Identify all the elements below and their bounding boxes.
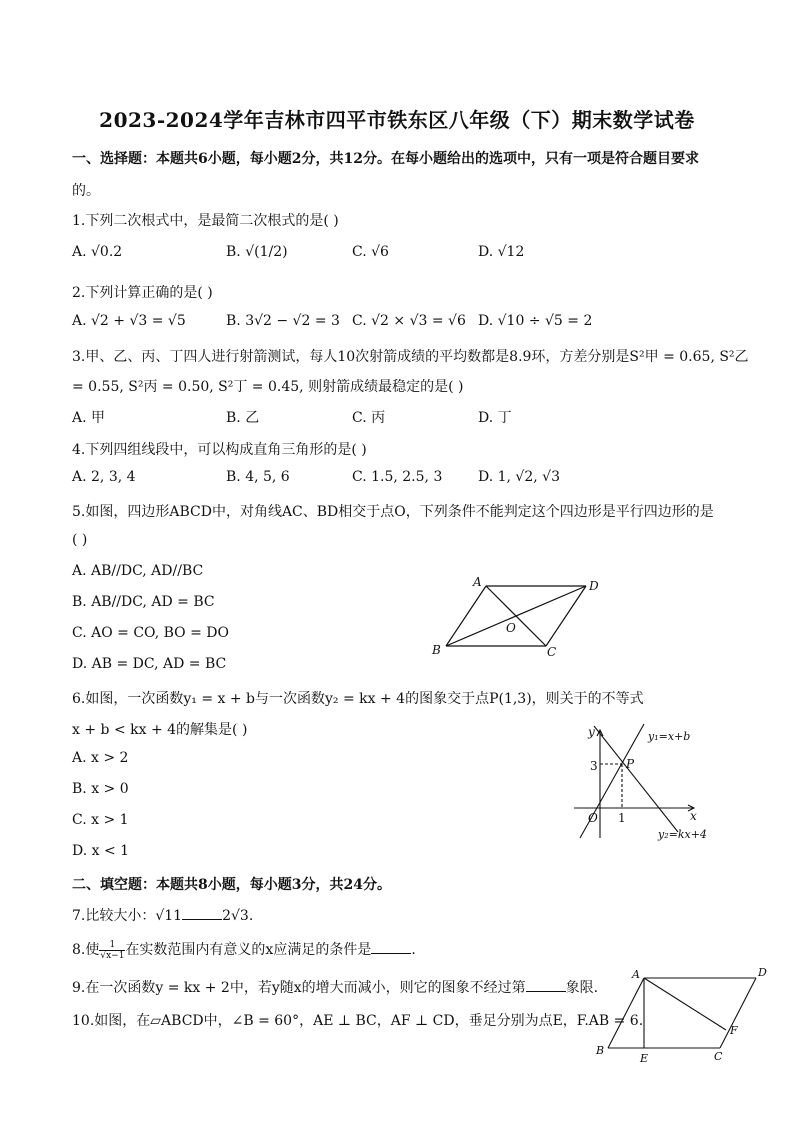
section1-heading-cont: 的。 [72, 183, 100, 199]
q10-label-c: C [714, 1050, 723, 1063]
q6-option-b: B. x > 0 [72, 781, 129, 797]
q6-option-c: C. x > 1 [72, 812, 129, 828]
q1-option-a: A. √0.2 [72, 244, 123, 260]
q8-answer-blank[interactable] [371, 941, 411, 954]
q7-suffix: 2√3. [222, 908, 254, 924]
q2-option-d: D. √10 ÷ √5 = 2 [478, 313, 593, 329]
q5-option-c: C. AO = CO, BO = DO [72, 625, 229, 641]
q3-stem-cont: = 0.55, S²丙 = 0.50, S²丁 = 0.45, 则射箭成绩最稳定的是( ) [72, 379, 464, 395]
q8-suffix: . [411, 942, 416, 958]
q10-stem: 10.如图，在▱ABCD中，∠B = 60°，AE ⊥ BC，AF ⊥ CD，垂足分别为点E，F.AB = 6. [72, 1013, 644, 1029]
q3-option-d: D. 丁 [478, 410, 512, 426]
q1-option-b: B. √(1/2) [226, 244, 288, 260]
q5-parallelogram-figure [426, 570, 606, 660]
q7-prefix: 7.比较大小：√11 [72, 908, 183, 924]
q2-option-a: A. √2 + √3 = √5 [72, 313, 186, 329]
q8-frac-num: 1 [109, 939, 116, 950]
q8-prefix: 8.使 [72, 942, 100, 958]
q9-prefix: 9.在一次函数y = kx + 2中，若y随x的增大而减小，则它的图象不经过第 [72, 980, 526, 996]
page-title: 2023-2024学年吉林市四平市铁东区八年级（下）期末数学试卷 [99, 108, 695, 132]
q5-option-a: A. AB//DC, AD//BC [72, 563, 204, 579]
q9-suffix: 象限. [565, 980, 599, 996]
q5-option-d: D. AB = DC, AD = BC [72, 656, 227, 672]
q5-label-o: O [506, 621, 516, 635]
q3-option-c: C. 丙 [352, 410, 386, 426]
q2-option-b: B. 3√2 − √2 = 3 [226, 313, 340, 329]
q10-label-a: A [632, 968, 640, 981]
q3-option-a: A. 甲 [72, 410, 106, 426]
q2-stem: 2.下列计算正确的是( ) [72, 285, 213, 301]
q9-answer-blank[interactable] [526, 979, 566, 992]
q6-option-a: A. x > 2 [72, 750, 129, 766]
q5-label-a: A [473, 575, 482, 589]
q6-label-y: y [588, 725, 595, 739]
q8-fraction [99, 940, 125, 961]
q6-label-origin: O [588, 811, 598, 825]
q8-middle: 在实数范围内有意义的x应满足的条件是 [125, 942, 372, 958]
q10-edge-dc [720, 978, 756, 1048]
q10-label-b: B [596, 1044, 605, 1057]
section1-heading: 一、选择题：本题共6小题，每小题2分，共12分。在每小题给出的选项中，只有一项是符合题目要求 [72, 151, 699, 167]
q10-segment-af [644, 978, 726, 1030]
q5-label-d: D [589, 579, 599, 593]
q5-label-b: B [432, 643, 441, 657]
q8-line [72, 939, 416, 961]
q6-option-d: D. x < 1 [72, 843, 130, 859]
q10-parallelogram-figure [592, 962, 768, 1066]
q1-option-d: D. √12 [478, 244, 525, 260]
q3-option-b: B. 乙 [226, 410, 260, 426]
q9-line [72, 977, 598, 997]
q6-label-one: 1 [618, 811, 626, 825]
q6-stem: 6.如图，一次函数y₁ = x + b与一次函数y₂ = kx + 4的图象交于点P(1,3)，则关于的不等式 [72, 691, 644, 707]
q6-label-three: 3 [590, 759, 598, 773]
q6-label-y2: y₂=kx+4 [658, 828, 707, 841]
q8-frac-den: √x−1 [100, 950, 125, 961]
q2-option-c: C. √2 × √3 = √6 [352, 313, 466, 329]
q3-stem: 3.甲、乙、丙、丁四人进行射箭测试，每人10次射箭成绩的平均数都是8.9环，方差分别是S²甲 = 0.65, S²乙 [72, 349, 749, 365]
q6-label-y1: y₁=x+b [648, 730, 691, 743]
q4-option-a: A. 2, 3, 4 [72, 469, 136, 485]
q5-label-c: C [547, 645, 557, 659]
q10-edge-ba [608, 978, 644, 1048]
q5-stem: 5.如图，四边形ABCD中，对角线AC、BD相交于点O，下列条件不能判定这个四边形是平行四边形的是 [72, 504, 714, 520]
q5-diagonal-bd [446, 586, 586, 646]
q1-option-c: C. √6 [352, 244, 389, 260]
q4-stem: 4.下列四组线段中，可以构成直角三角形的是( ) [72, 442, 367, 458]
q10-label-d: D [758, 966, 767, 979]
q10-label-e: E [640, 1052, 649, 1065]
q6-label-x: x [690, 809, 697, 823]
q4-option-d: D. 1, √2, √3 [478, 469, 560, 485]
q6-label-p: P [626, 757, 635, 771]
q4-option-c: C. 1.5, 2.5, 3 [352, 469, 443, 485]
q5-stem-cont: ( ) [72, 532, 88, 548]
q6-function-graph [566, 720, 726, 846]
q6-stem-cont: x + b < kx + 4的解集是( ) [72, 722, 248, 738]
q1-stem: 1.下列二次根式中，是最简二次根式的是( ) [72, 213, 339, 229]
q7-answer-blank[interactable] [182, 907, 222, 920]
q4-option-b: B. 4, 5, 6 [226, 469, 290, 485]
q7-line [72, 905, 253, 925]
q10-label-f: F [730, 1024, 738, 1037]
section2-heading: 二、填空题：本题共8小题，每小题3分，共24分。 [72, 877, 391, 893]
q5-option-b: B. AB//DC, AD = BC [72, 594, 215, 610]
